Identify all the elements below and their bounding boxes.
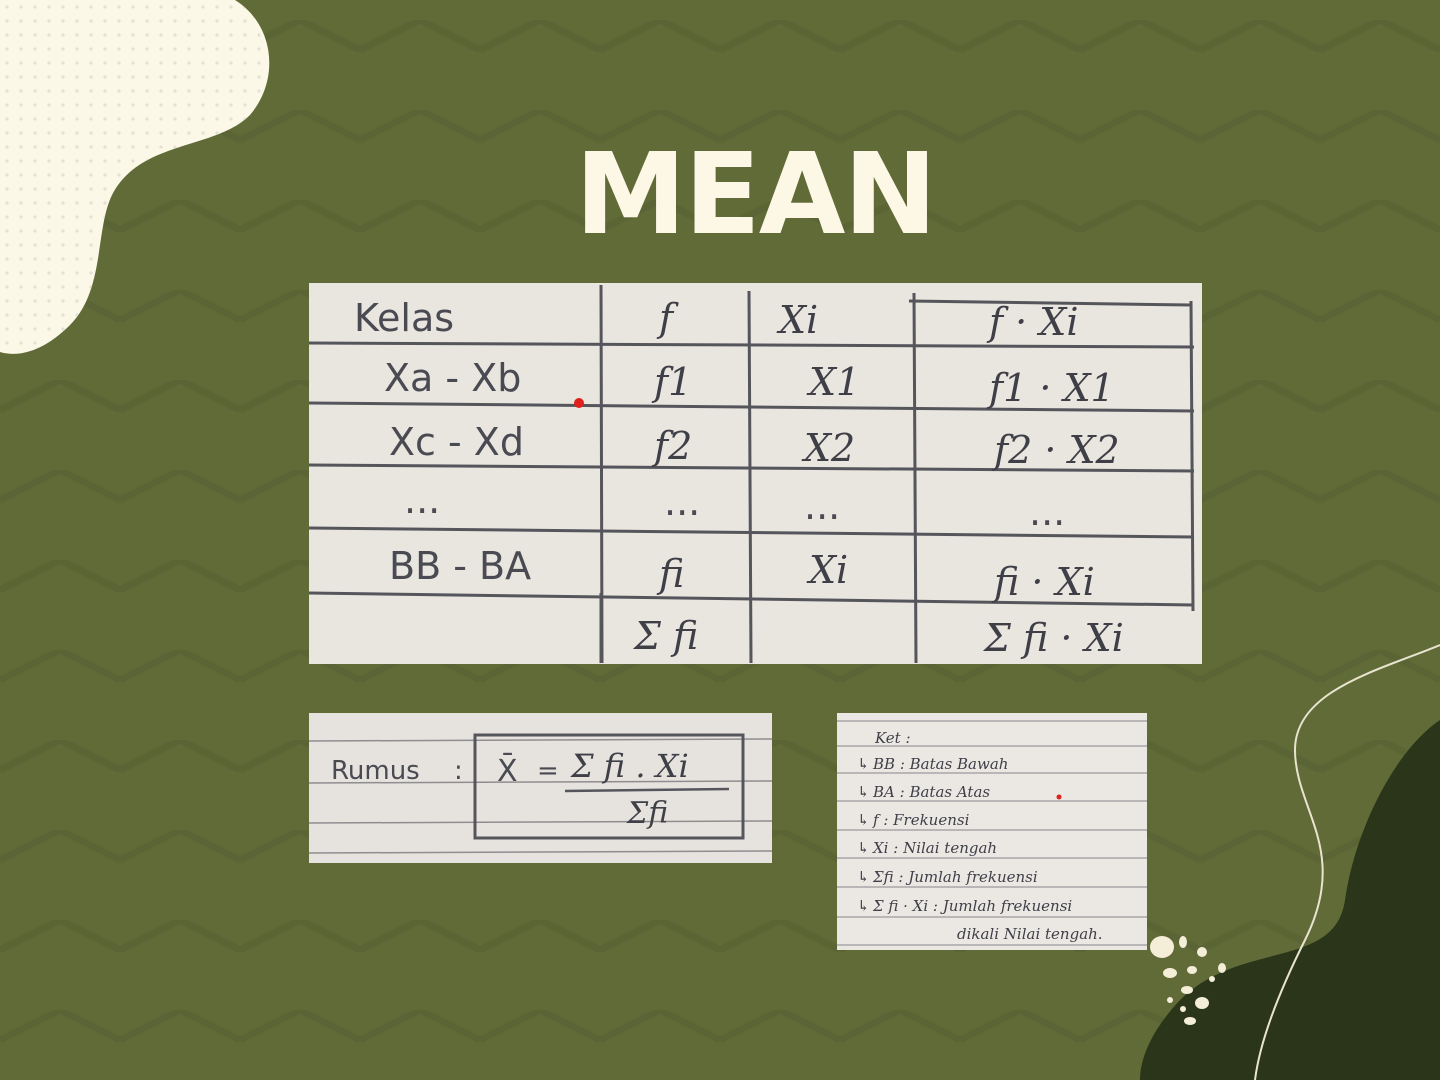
legend-arrow: ↳ <box>857 755 870 773</box>
legend-heading: Ket : <box>875 729 911 747</box>
table-cell: ... <box>404 478 441 522</box>
formula-denominator: Σfi <box>627 796 669 831</box>
table-cell: Xa - Xb <box>384 356 522 400</box>
legend-arrow: ↳ <box>857 783 870 801</box>
table-cell: ... <box>1029 490 1066 534</box>
table-cell: Xi <box>809 548 849 592</box>
legend-item: BA : Batas Atas <box>873 783 991 801</box>
decorative-blob-bottom-right <box>1140 640 1440 1080</box>
table-cell: X1 <box>809 360 861 404</box>
formula-colon: : <box>454 756 463 786</box>
legend-arrow: ↳ <box>857 839 870 857</box>
table-header-fxi: f · Xi <box>989 300 1079 344</box>
table-cell: f1 · X1 <box>989 366 1115 410</box>
table-cell: f2 <box>654 424 693 468</box>
legend-item: dikali Nilai tengah. <box>957 925 1103 943</box>
legend-item: Xi : Nilai tengah <box>873 839 998 857</box>
table-cell: ... <box>804 484 841 528</box>
handwritten-formula-image <box>309 713 772 863</box>
formula-equals: = <box>537 756 559 786</box>
legend-arrow: ↳ <box>857 868 870 886</box>
table-cell: BB - BA <box>389 544 532 588</box>
table-total-fi: Σ fi <box>634 614 699 658</box>
red-dot-marker <box>1057 795 1062 800</box>
table-cell: fi <box>659 552 685 596</box>
table-cell: fi · Xi <box>994 560 1095 604</box>
table-cell: X2 <box>804 426 856 470</box>
table-cell: Xc - Xd <box>389 420 524 464</box>
table-header-f: f <box>659 296 674 340</box>
legend-item: Σfi : Jumlah frekuensi <box>873 868 1038 886</box>
formula-lhs: X̄ <box>497 754 518 789</box>
legend-arrow: ↳ <box>857 811 870 829</box>
slide-title: MEAN <box>574 130 936 260</box>
table-cell: f1 <box>654 360 693 404</box>
table-total-fxi: Σ fi · Xi <box>984 616 1124 660</box>
table-cell: f2 · X2 <box>994 428 1120 472</box>
legend-item: BB : Batas Bawah <box>873 755 1009 773</box>
legend-arrow: ↳ <box>857 897 870 915</box>
red-dot-marker <box>574 398 584 408</box>
legend-item: f : Frekuensi <box>873 811 970 829</box>
table-header-kelas: Kelas <box>354 296 455 340</box>
handwritten-legend-image <box>837 713 1147 950</box>
table-cell: ... <box>664 480 701 524</box>
formula-numerator: Σ fi . Xi <box>571 747 689 785</box>
handwritten-table-image <box>309 283 1202 664</box>
table-header-xi: Xi <box>779 298 819 342</box>
formula-label: Rumus <box>331 756 420 786</box>
legend-item: Σ fi · Xi : Jumlah frekuensi <box>873 897 1073 915</box>
